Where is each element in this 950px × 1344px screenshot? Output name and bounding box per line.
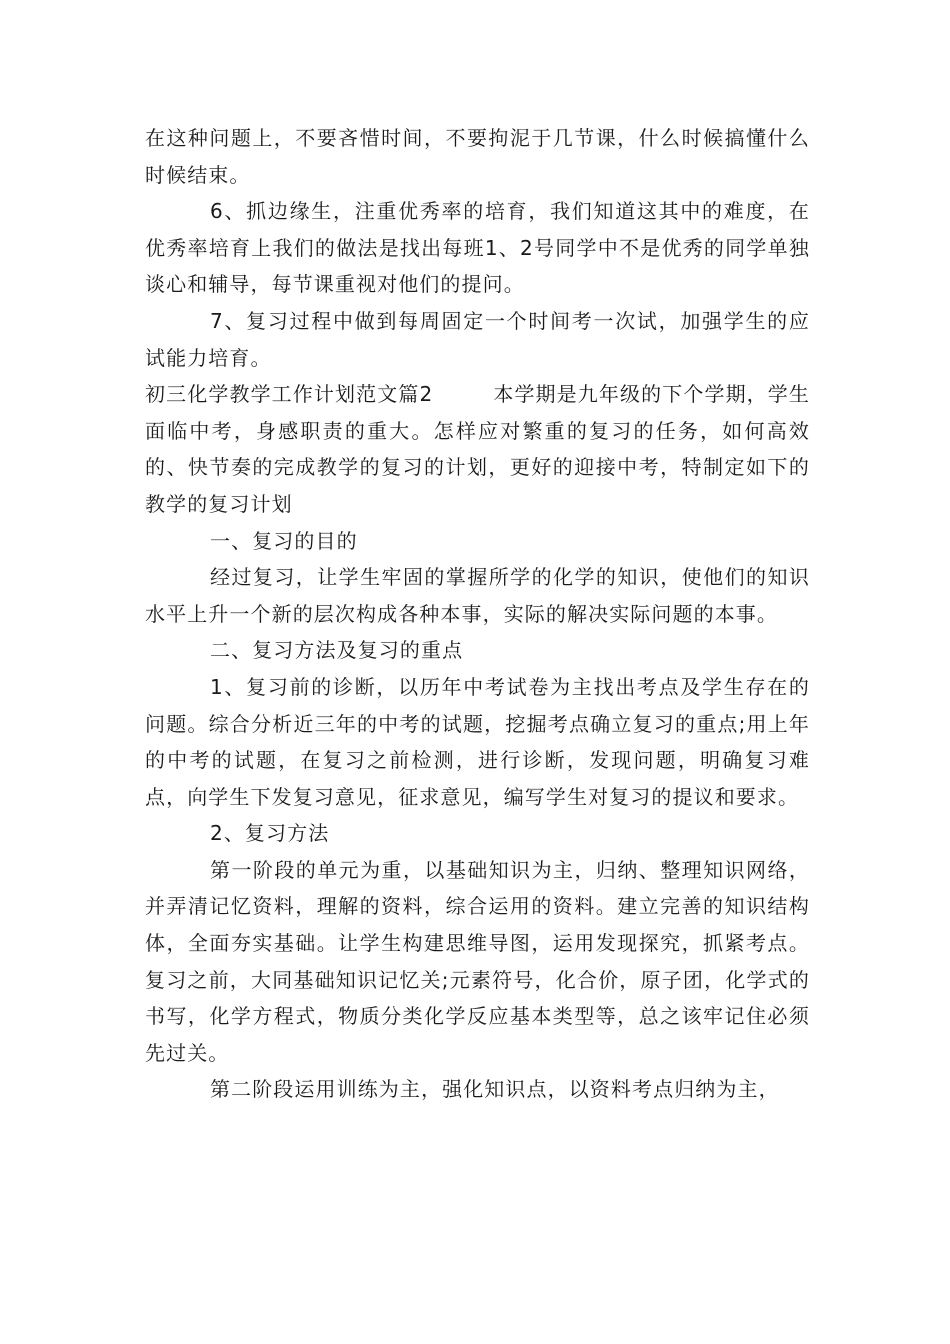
article-title: 初三化学教学工作计划范文篇2 <box>145 382 434 407</box>
paragraph-diagnosis: 1、复习前的诊断，以历年中考试卷为主找出考点及学生存在的问题。综合分析近三年的中考的试题，挖掘考点确立复习的重点;用上年的中考的试题，在复习之前检测，进行诊断，发现问题，明确复习难点，向学生下发复习意见，征求意见，编写学生对复习的提议和要求。 <box>145 674 810 809</box>
paragraph-edge-students: 6、抓边缘生，注重优秀率的培育，我们知道这其中的难度，在优秀率培育上我们的做法是找出每班1、2号同学中不是优秀的同学单独谈心和辅导，每节课重视对他们的提问。 <box>145 199 810 297</box>
section-heading-goal: 一、复习的目的 <box>210 528 358 553</box>
paragraph-goal: 经过复习，让学生牢固的掌握所学的化学的知识，使他们的知识水平上升一个新的层次构成各种本事，实际的解决实际问题的本事。 <box>145 565 810 626</box>
paragraph-stage-two: 第二阶段运用训练为主，强化知识点，以资料考点归纳为主， <box>210 1077 780 1102</box>
subheading-methods: 2、复习方法 <box>210 821 330 846</box>
paragraph-weekly-test: 7、复习过程中做到每周固定一个时间考一次试，加强学生的应试能力培育。 <box>145 308 810 370</box>
paragraph-stage-one: 第一阶段的单元为重，以基础知识为主，归纳、整理知识网络，并弄清记忆资料，理解的资料，综合运用的资料。建立完善的知识结构体，全面夯实基础。让学生构建思维导图，运用发现探究，抓紧考点。复习之前，大同基础知识记忆关;元素符号，化合价，原子团，化学式的书写，化学方程式，物质分类化学反应基本类型等，总之该牢记住必须先过关。 <box>145 857 810 1065</box>
paragraph-plan-intro <box>145 376 810 522</box>
section-heading-methods: 二、复习方法及复习的重点 <box>210 638 464 663</box>
document-body <box>145 120 810 1108</box>
plan-intro-text: 本学期是九年级的下个学期，学生面临中考，身感职责的重大。怎样应对繁重的复习的任务，如何高效的、快节奏的完成教学的复习的计划，更好的迎接中考，特制定如下的教学的复习计划 <box>145 382 811 516</box>
paragraph-time-advice: 在这种问题上，不要吝惜时间，不要拘泥于几节课，什么时候搞懂什么时候结束。 <box>145 126 810 187</box>
